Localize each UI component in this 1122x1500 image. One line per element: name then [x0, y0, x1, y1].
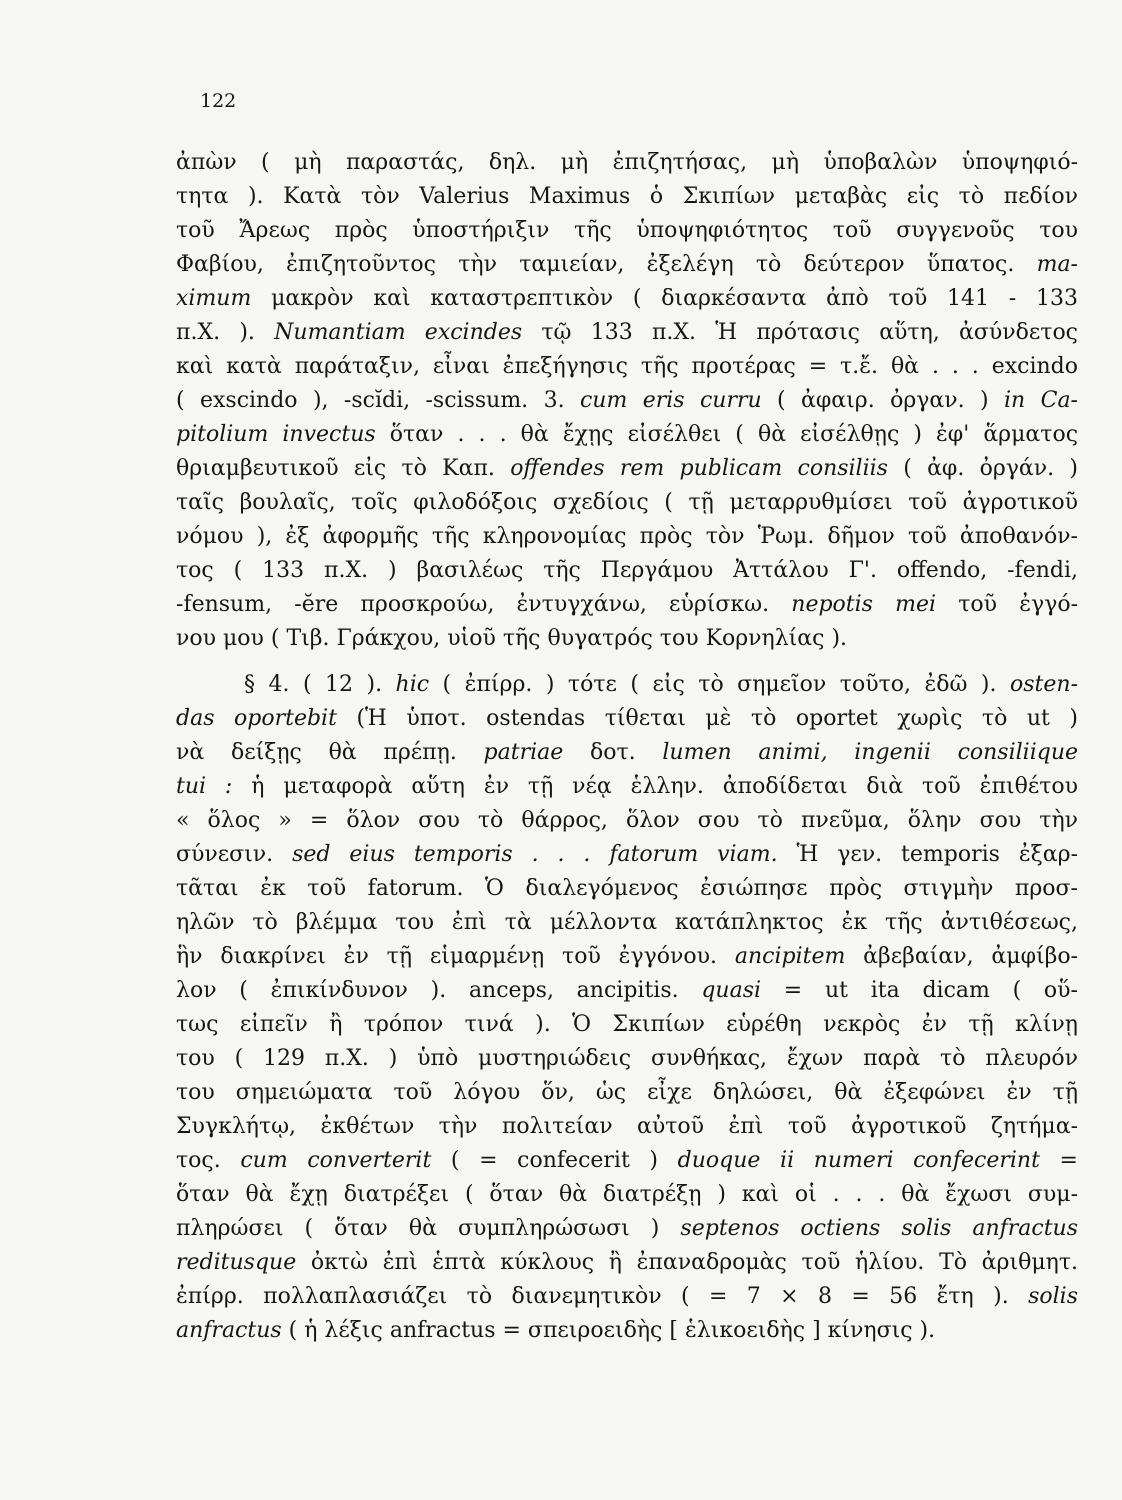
text-run: ( ἀφαιρ. ὀργαν. ) — [761, 388, 1005, 413]
page-number: 122 — [200, 90, 237, 112]
text-line — [176, 622, 1078, 656]
text-run: ἐπίρρ. πολλαπλασιάζει τὸ διανεμητικὸν ( = 7 × 8 = 56 ἔτη ). — [176, 1284, 1029, 1309]
text-line — [176, 1178, 1078, 1212]
text-run: ηλῶν τὸ βλέμμα του ἐπὶ τὰ μέλλοντα κατάπληκτος ἐκ τῆς ἀντιθέσεως, — [176, 910, 1078, 935]
text-line — [176, 1280, 1078, 1314]
latin-term: sed eius temporis . . . fatorum viam. — [292, 842, 778, 867]
text-run: -fensum, -ĕre προσκρούω, ἐντυγχάνω, εὑρίσκω. — [176, 592, 792, 617]
text-line — [176, 452, 1078, 486]
text-line — [176, 1246, 1078, 1280]
text-run: πληρώσει ( ὅταν θὰ συμπληρώσωσι ) — [176, 1216, 681, 1241]
text-run: ( = confecerit ) — [431, 1148, 678, 1173]
text-line — [176, 940, 1078, 974]
latin-term: Numantiam excindes — [274, 320, 523, 345]
text-line — [176, 702, 1078, 736]
text-line — [176, 282, 1078, 316]
latin-term: solis — [1028, 1284, 1078, 1309]
text-run: ὅταν θὰ ἔχῃ διατρέξει ( ὅταν θὰ διατρέξῃ ) καὶ οἱ . . . θὰ ἔχωσι συμ- — [176, 1182, 1078, 1207]
latin-term: in Ca- — [1004, 388, 1078, 413]
text-run: Ἡ γεν. temporis ἐξαρ- — [777, 842, 1078, 867]
text-line — [176, 1042, 1078, 1076]
latin-term: quasi — [701, 978, 762, 1003]
text-line — [176, 1314, 1078, 1348]
latin-term: pitolium invectus — [176, 422, 376, 447]
text-line — [176, 418, 1078, 452]
latin-term: hic — [395, 672, 430, 697]
text-run: καὶ κατὰ παράταξιν, εἶναι ἐπεξήγησις τῆς προτέρας = τ.ἔ. θὰ . . . excindo — [176, 354, 1078, 379]
latin-term: lumen animi, ingenii consiliique — [662, 740, 1079, 765]
text-run: νόμου ), ἐξ ἀφορμῆς τῆς κληρονομίας πρὸς τὸν Ῥωμ. δῆμον τοῦ ἀποθανόν- — [176, 524, 1078, 549]
latin-term: cum converterit — [240, 1148, 432, 1173]
latin-term: osten- — [1010, 672, 1078, 697]
text-run: ταῖς βουλαῖς, τοῖς φιλοδόξοις σχεδίοις ( τῇ μεταρρυθμίσει τοῦ ἀγροτικοῦ — [176, 490, 1078, 515]
text-run: θριαμβευτικοῦ εἰς τὸ Καπ. — [176, 456, 511, 481]
text-run: ἀβεβαίαν, ἀμφίβο- — [845, 944, 1078, 969]
text-line — [176, 770, 1078, 804]
text-line — [176, 146, 1078, 180]
text-line — [176, 1212, 1078, 1246]
text-run: τοῦ ἐγγό- — [936, 592, 1079, 617]
text-line — [176, 1076, 1078, 1110]
latin-term: septenos octiens solis anfractus — [680, 1216, 1079, 1241]
text-line — [176, 906, 1078, 940]
text-run: § 4. ( 12 ). — [244, 672, 396, 697]
text-run: δοτ. — [563, 740, 663, 765]
text-run: σύνεσιν. — [176, 842, 293, 867]
paragraph — [176, 146, 1078, 656]
text-line — [176, 554, 1078, 588]
latin-term: ximum — [176, 286, 252, 311]
latin-term: patriae — [483, 740, 564, 765]
text-line — [176, 214, 1078, 248]
text-run: ( ἡ λέξις anfractus = σπειροειδὴς [ ἑλικοειδὴς ] κίνησις ). — [281, 1318, 936, 1343]
text-run: Φαβίου, ἐπιζητοῦντος τὴν ταμιείαν, ἐξελέγη τὸ δεύτερον ὕπατος. — [176, 252, 1037, 277]
text-line — [176, 1008, 1078, 1042]
text-line — [176, 180, 1078, 214]
latin-term: tui : — [176, 774, 233, 799]
text-run: τᾶται ἐκ τοῦ fatorum. Ὁ διαλεγόμενος ἐσιώπησε πρὸς στιγμὴν προσ- — [176, 876, 1078, 901]
text-line — [176, 974, 1078, 1008]
latin-term: cum eris curru — [579, 388, 762, 413]
paragraph — [176, 668, 1078, 1348]
text-line — [176, 486, 1078, 520]
latin-term: ma- — [1036, 252, 1078, 277]
text-run: ( ἐπίρρ. ) τότε ( εἰς τὸ σημεῖον τοῦτο, ἐδῶ ). — [429, 672, 1010, 697]
text-run: του σημειώματα τοῦ λόγου ὅν, ὡς εἶχε δηλώσει, θὰ ἐξεφώνει ἐν τῇ — [176, 1080, 1078, 1105]
text-run: (Ἡ ὑποτ. ostendas τίθεται μὲ τὸ oportet χωρὶς τὸ ut ) — [336, 706, 1078, 731]
text-line — [176, 872, 1078, 906]
text-line — [176, 248, 1078, 282]
latin-term: offendes rem publicam consiliis — [510, 456, 888, 481]
text-line — [176, 736, 1078, 770]
text-run: π.Χ. ). — [176, 320, 275, 345]
text-line — [176, 520, 1078, 554]
text-line — [176, 384, 1078, 418]
text-run: τως εἰπεῖν ἢ τρόπον τινά ). Ὁ Σκιπίων εὑρέθη νεκρὸς ἐν τῇ κλίνῃ — [176, 1012, 1078, 1037]
text-body — [176, 146, 1078, 1348]
latin-term: nepotis mei — [791, 592, 937, 617]
latin-term: anfractus — [176, 1318, 282, 1343]
text-run: ( exscindo ), -scĭdi, -scissum. 3. — [176, 388, 580, 413]
text-run: = — [1039, 1148, 1078, 1173]
text-run: τος ( 133 π.Χ. ) βασιλέως τῆς Περγάμου Ἀττάλου Γ'. offendo, -fendi, — [176, 558, 1078, 583]
text-run: Συγκλήτῳ, ἐκθέτων τὴν πολιτείαν αὐτοῦ ἐπὶ τοῦ ἀγροτικοῦ ζητήμα- — [176, 1114, 1078, 1139]
text-line — [176, 668, 1078, 702]
text-run: = ut ita dicam ( οὕ- — [761, 978, 1078, 1003]
latin-term: reditusque — [176, 1250, 297, 1275]
text-line — [176, 316, 1078, 350]
latin-term: duoque ii numeri confecerint — [677, 1148, 1040, 1173]
text-line — [176, 804, 1078, 838]
text-run: ὀκτὼ ἐπὶ ἑπτὰ κύκλους ἢ ἐπαναδρομὰς τοῦ ἡλίου. Τὸ ἀριθμητ. — [296, 1250, 1078, 1275]
text-line — [176, 838, 1078, 872]
text-run: του ( 129 π.Χ. ) ὑπὸ μυστηριώδεις συνθήκας, ἔχων παρὰ τὸ πλευρόν — [176, 1046, 1078, 1071]
text-line — [176, 1144, 1078, 1178]
text-run: τητα ). Κατὰ τὸν Valerius Maximus ὁ Σκιπίων μεταβὰς εἰς τὸ πεδίον — [176, 184, 1078, 209]
text-run: ἣν διακρίνει ἐν τῇ εἱμαρμένῃ τοῦ ἐγγόνου. — [176, 944, 735, 969]
text-run: τῷ 133 π.Χ. Ἡ πρότασις αὕτη, ἀσύνδετος — [522, 320, 1079, 345]
text-line — [176, 350, 1078, 384]
text-line — [176, 1110, 1078, 1144]
text-run: ( ἀφ. ὀργάν. ) — [887, 456, 1078, 481]
text-line — [176, 588, 1078, 622]
text-run: τος. — [176, 1148, 241, 1173]
latin-term: das oportebit — [176, 706, 337, 731]
text-run: νου μου ( Τιβ. Γράκχου, υἱοῦ τῆς θυγατρός του Κορνηλίας ). — [176, 626, 848, 651]
text-run: ἀπὼν ( μὴ παραστάς, δηλ. μὴ ἐπιζητήσας, μὴ ὑποβαλὼν ὑποψηφιό- — [176, 150, 1078, 175]
text-run: λον ( ἐπικίνδυνον ). anceps, ancipitis. — [176, 978, 702, 1003]
latin-term: ancipitem — [734, 944, 846, 969]
text-run: ὅταν . . . θὰ ἔχῃς εἰσέλθει ( θὰ εἰσέλθῃς ) ἐφ' ἅρματος — [375, 422, 1079, 447]
text-run: τοῦ Ἄρεως πρὸς ὑποστήριξιν τῆς ὑποψηφιότητος τοῦ συγγενοῦς του — [176, 218, 1078, 243]
text-run: νὰ δείξῃς θὰ πρέπῃ. — [176, 740, 484, 765]
text-run: ἡ μεταφορὰ αὕτη ἐν τῇ νέᾳ ἑλλην. ἀποδίδεται διὰ τοῦ ἐπιθέτου — [232, 774, 1079, 799]
text-run: « ὅλος » = ὅλον σου τὸ θάρρος, ὅλον σου τὸ πνεῦμα, ὅλην σου τὴν — [176, 808, 1078, 833]
text-run: μακρὸν καὶ καταστρεπτικὸν ( διαρκέσαντα ἀπὸ τοῦ 141 - 133 — [251, 286, 1078, 311]
